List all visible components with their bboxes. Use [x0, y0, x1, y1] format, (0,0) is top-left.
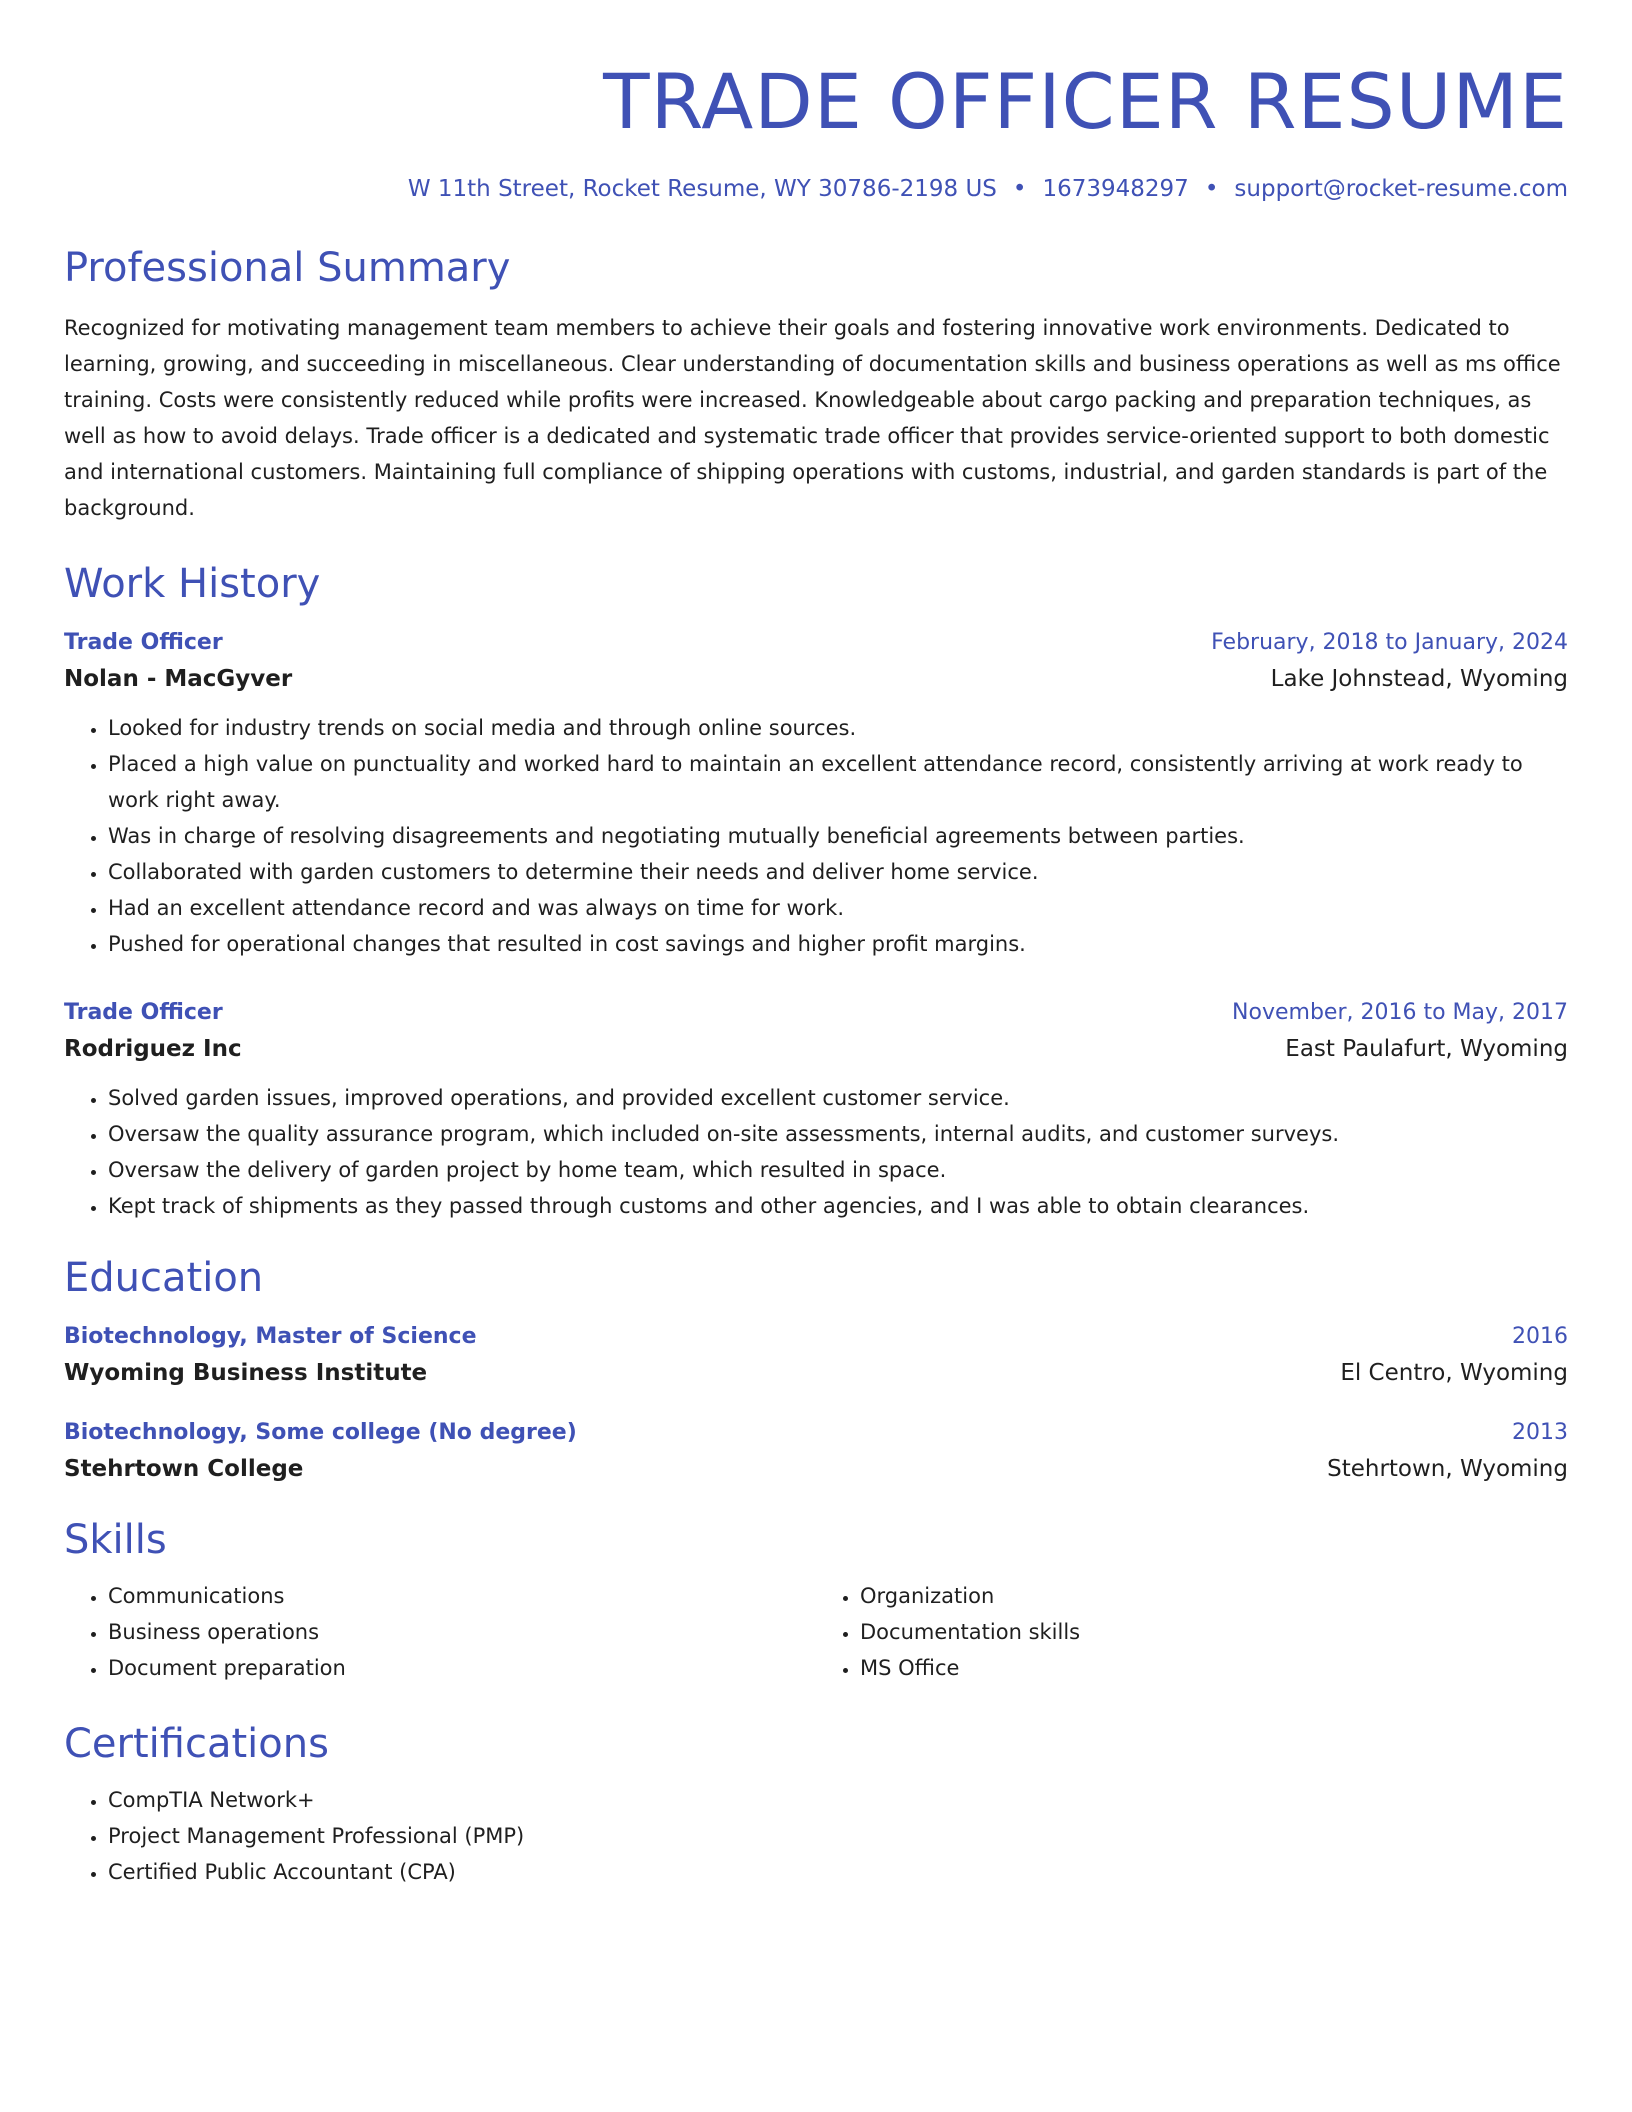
education-year: 2016	[1512, 1324, 1568, 1349]
job-bullet: • Kept track of shipments as they passed through customs and other agencies, and I was able to obtain clearances.	[108, 1188, 1568, 1224]
education-location: Stehrtown, Wyoming	[1327, 1456, 1568, 1482]
education-header-row	[64, 1322, 1568, 1352]
education-location: El Centro, Wyoming	[1340, 1360, 1568, 1386]
contact-line	[64, 174, 1568, 204]
job-bullets	[64, 710, 1568, 962]
job-entry	[64, 628, 1568, 962]
job-company-row	[64, 1028, 1568, 1066]
skill-item: • Documentation skills	[860, 1614, 1568, 1650]
skill-item: • Business operations	[108, 1614, 816, 1650]
contact-phone: 1673948297	[1042, 176, 1189, 202]
job-bullet: • Pushed for operational changes that resulted in cost savings and higher profit margins.	[108, 926, 1568, 962]
job-header-row	[64, 628, 1568, 658]
contact-email: support@rocket-resume.com	[1234, 176, 1568, 202]
education-school: Stehrtown College	[64, 1456, 304, 1482]
summary-text: Recognized for motivating management team members to achieve their goals and fostering innovative work environments. Dedicated to learning, growing, and succeeding in miscellaneous. Clear understanding of documentation skills and business operations as well as ms office training. Costs were consistently reduced while profits were increased. Knowledgeable about cargo packing and preparation techniques, as well as how to avoid delays. Trade officer is a dedicated and systematic trade officer that provides service-oriented support to both domestic and international customers. Maintaining full compliance of shipping operations with customs, industrial, and garden standards is part of the background.	[64, 316, 1561, 520]
certification-item: • Certified Public Accountant (CPA)	[108, 1854, 1568, 1890]
education-entry	[64, 1418, 1568, 1486]
skill-item: • Communications	[108, 1578, 816, 1614]
education-section	[64, 1254, 1568, 1486]
certifications-section	[64, 1720, 1568, 1890]
certification-item: • Project Management Professional (PMP)	[108, 1818, 1568, 1854]
job-bullet: • Had an excellent attendance record and was always on time for work.	[108, 890, 1568, 926]
skill-item: • MS Office	[860, 1650, 1568, 1686]
job-company-row	[64, 658, 1568, 696]
job-bullet: • Solved garden issues, improved operations, and provided excellent customer service.	[108, 1080, 1568, 1116]
education-year: 2013	[1512, 1420, 1568, 1445]
job-bullet: • Oversaw the quality assurance program, which included on-site assessments, internal audits, and customer surveys.	[108, 1116, 1568, 1152]
skills-list-left	[64, 1578, 816, 1686]
education-heading: Education	[64, 1255, 264, 1301]
job-bullet: • Was in charge of resolving disagreements and negotiating mutually beneficial agreements between parties.	[108, 818, 1568, 854]
education-header-row	[64, 1418, 1568, 1448]
job-company: Nolan - MacGyver	[64, 666, 293, 692]
certification-item: • CompTIA Network+	[108, 1782, 1568, 1818]
job-bullet: • Collaborated with garden customers to determine their needs and deliver home service.	[108, 854, 1568, 890]
summary-heading: Professional Summary	[64, 245, 511, 291]
job-dates: November, 2016 to May, 2017	[1232, 1000, 1568, 1025]
skills-heading: Skills	[64, 1517, 167, 1563]
summary-section	[64, 244, 1568, 526]
certifications-heading: Certifications	[64, 1721, 329, 1767]
job-location: Lake Johnstead, Wyoming	[1270, 666, 1568, 692]
job-bullet: • Oversaw the delivery of garden project by home team, which resulted in space.	[108, 1152, 1568, 1188]
contact-address: W 11th Street, Rocket Resume, WY 30786-2198 US	[407, 176, 997, 202]
job-dates: February, 2018 to January, 2024	[1211, 630, 1568, 655]
job-bullet: • Placed a high value on punctuality and worked hard to maintain an excellent attendance record, consistently arriving at work ready to work right away.	[108, 746, 1568, 818]
job-header-row	[64, 998, 1568, 1028]
resume-title: TRADE OFFICER RESUME	[603, 57, 1568, 146]
skill-item: • Document preparation	[108, 1650, 816, 1686]
contact-separator: •	[1204, 176, 1219, 202]
skills-section	[64, 1516, 1568, 1686]
job-role: Trade Officer	[64, 1000, 223, 1025]
education-school-row	[64, 1352, 1568, 1390]
contact-separator: •	[1012, 176, 1027, 202]
work-history-heading: Work History	[64, 561, 321, 607]
job-entry	[64, 998, 1568, 1224]
job-bullets	[64, 1080, 1568, 1224]
work-history-section	[64, 560, 1568, 1224]
job-location: East Paulafurt, Wyoming	[1285, 1036, 1568, 1062]
education-school-row	[64, 1448, 1568, 1486]
job-bullet: • Looked for industry trends on social media and through online sources.	[108, 710, 1568, 746]
skills-columns	[64, 1578, 1568, 1686]
job-role: Trade Officer	[64, 630, 223, 655]
skill-item: • Organization	[860, 1578, 1568, 1614]
education-school: Wyoming Business Institute	[64, 1360, 428, 1386]
skills-list-right	[816, 1578, 1568, 1686]
job-company: Rodriguez Inc	[64, 1036, 242, 1062]
certifications-list	[64, 1782, 1568, 1890]
education-degree: Biotechnology, Some college (No degree)	[64, 1420, 577, 1445]
education-entry	[64, 1322, 1568, 1390]
education-degree: Biotechnology, Master of Science	[64, 1324, 477, 1349]
